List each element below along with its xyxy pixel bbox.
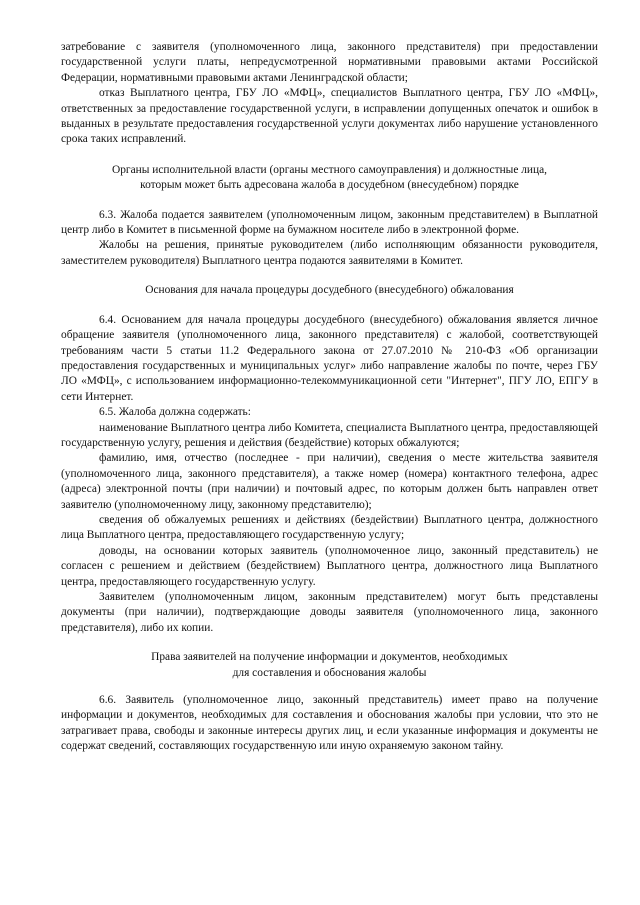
- paragraph: 6.6. Заявитель (уполномоченное лицо, законный представитель) имеет право на получение информации и документов, необходимых для составления и обоснования жалобы при условии, что это не затрагивает права, свободы и законные интересы других лиц, и если указанные информация и документы не содержат сведений, составляющих государственную или иную охраняемую законом тайну.: [61, 694, 598, 753]
- paragraph: затребование с заявителя (уполномоченного лица, законного представителя) при предоставлении государственной услуги платы, непредусмотренной нормативными правовыми актами Российской Федерации, нормативными правовыми актами Ленинградской области;: [61, 41, 598, 84]
- section-heading: [61, 163, 598, 194]
- section-heading: [61, 283, 598, 298]
- paragraph: 6.5. Жалоба должна содержать:: [99, 406, 251, 419]
- grounds-block: [61, 313, 598, 637]
- heading-line: Права заявителей на получение информации и документов, необходимых: [151, 651, 508, 664]
- paragraph: доводы, на основании которых заявитель (уполномоченное лицо, законный представитель) не согласен с решением и действием (бездействием) Выплатного центра, должностного лица Выплатного центра, предоставляющего государственную услугу.: [61, 544, 598, 588]
- heading-line: для составления и обоснования жалобы: [232, 666, 427, 679]
- complaint-submission-block: [61, 208, 598, 270]
- paragraph: наименование Выплатного центра либо Комитета, специалиста Выплатного центра, предоставляющей государственную услугу, решения и действия (бездействие) которых обжалуются;: [61, 421, 598, 449]
- heading-line: Основания для начала процедуры досудебного (внесудебного) обжалования: [145, 284, 514, 297]
- rights-block: [61, 693, 598, 755]
- paragraph: 6.4. Основанием для начала процедуры досудебного (внесудебного) обжалования является личное обращение заявителя (уполномоченного лица, законного представителя) с жалобой, соответствующей требованиям части 5 статьи 11.2 Федерального закона от 27.07.2010 № 210-ФЗ «Об организации предоставления государственных и муниципальных услуг» либо направление жалобы по почте, через ГБУ ЛО «МФЦ», с использованием информационно-телекоммуникационной сети "Интернет", ПГУ ЛО, ЕПГУ в сети Интернет.: [61, 313, 598, 403]
- heading-line: Органы исполнительной власти (органы местного самоуправления) и должностные лица,: [112, 163, 547, 176]
- paragraph: фамилию, имя, отчество (последнее - при наличии), сведения о месте жительства заявителя (уполномоченного лица, законного представителя), а также номер (номера) контактного телефона, адрес (адреса) электронной почты (при наличии) и почтовый адрес, по которым должен быть направлен ответ заявителю (уполномоченному лицу, законному представителю);: [61, 452, 598, 511]
- paragraph: отказ Выплатного центра, ГБУ ЛО «МФЦ», специалистов Выплатного центра, ГБУ ЛО «МФЦ», ответственных за предоставление государственной услуги, в исправлении допущенных опечаток и ошибок в выданных в результате предоставления государственной услуги документах либо нарушение установленного срока таких исправлений.: [61, 87, 598, 146]
- heading-line: которым может быть адресована жалоба в досудебном (внесудебном) порядке: [140, 179, 519, 192]
- paragraph: 6.3. Жалоба подается заявителем (уполномоченным лицом, законным представителем) в Выплатной центр либо в Комитет в письменной форме на бумажном носителе либо в электронной форме.: [61, 208, 598, 237]
- paragraph: Жалобы на решения, принятые руководителем (либо исполняющим обязанности руководителя, заместителем руководителя) Выплатного центра подаются заявителями в Комитет.: [61, 239, 598, 267]
- paragraph: Заявителем (уполномоченным лицом, законным представителем) могут быть представлены документы (при наличии), подтверждающие доводы заявителя (уполномоченного лица, законного представителя), либо их копии.: [61, 591, 598, 634]
- section-heading: [61, 650, 598, 681]
- intro-block: [61, 40, 598, 148]
- paragraph: сведения об обжалуемых решениях и действиях (бездействии) Выплатного центра, должностного лица Выплатного центра, предоставляющего государственную услугу;: [61, 513, 598, 542]
